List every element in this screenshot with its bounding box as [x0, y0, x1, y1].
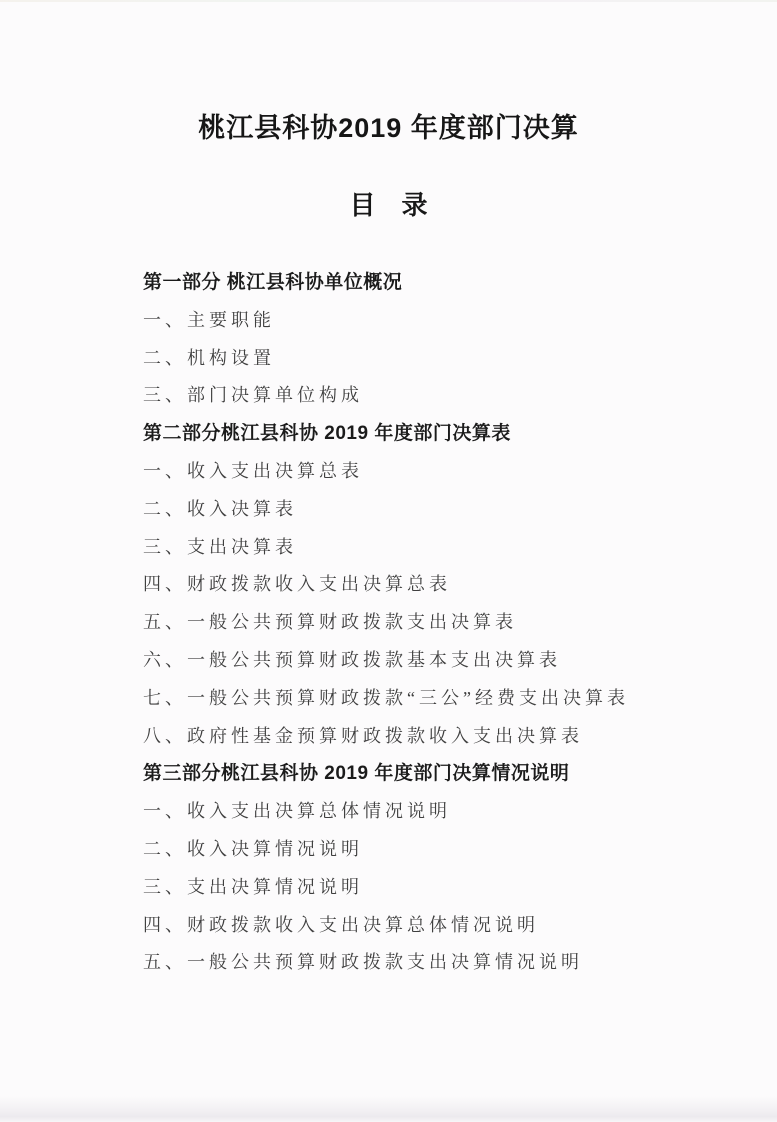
toc-item: 八、政府性基金预算财政拨款收入支出决算表: [143, 725, 583, 746]
toc-item: 五、一般公共预算财政拨款支出决算情况说明: [143, 952, 583, 973]
toc-heading: 目 录: [349, 190, 428, 220]
toc-section-heading: 第三部分桃江县科协 2019 年度部门决算情况说明: [143, 763, 570, 785]
toc-item: 三、部门决算单位构成: [143, 385, 363, 406]
toc-item: 三、支出决算表: [143, 536, 297, 557]
toc-item: 三、支出决算情况说明: [143, 876, 363, 897]
toc-section-heading: 第二部分桃江县科协 2019 年度部门决算表: [143, 423, 511, 445]
scan-edge-artifact-bottom: [0, 1096, 777, 1122]
toc-item: 一、主要职能: [143, 309, 275, 330]
toc-item: 二、机构设置: [143, 347, 275, 368]
toc-item: 一、收入支出决算总体情况说明: [143, 801, 451, 822]
toc-item: 六、一般公共预算财政拨款基本支出决算表: [143, 649, 561, 670]
toc-item: 七、一般公共预算财政拨款“三公”经费支出决算表: [143, 687, 629, 708]
toc-item: 二、收入决算表: [143, 498, 297, 519]
toc-item: 五、一般公共预算财政拨款支出决算表: [143, 612, 517, 633]
toc-item: 一、收入支出决算总表: [143, 460, 363, 481]
toc-item: 四、财政拨款收入支出决算总体情况说明: [143, 914, 539, 935]
toc-item: 二、收入决算情况说明: [143, 838, 363, 859]
toc-item: 四、财政拨款收入支出决算总表: [143, 574, 451, 595]
toc-list: [0, 264, 777, 982]
scan-edge-artifact-top: [0, 0, 777, 2]
toc-section-heading: 第一部分 桃江县科协单位概况: [143, 272, 403, 293]
document-title: 桃江县科协2019 年度部门决算: [198, 113, 579, 143]
